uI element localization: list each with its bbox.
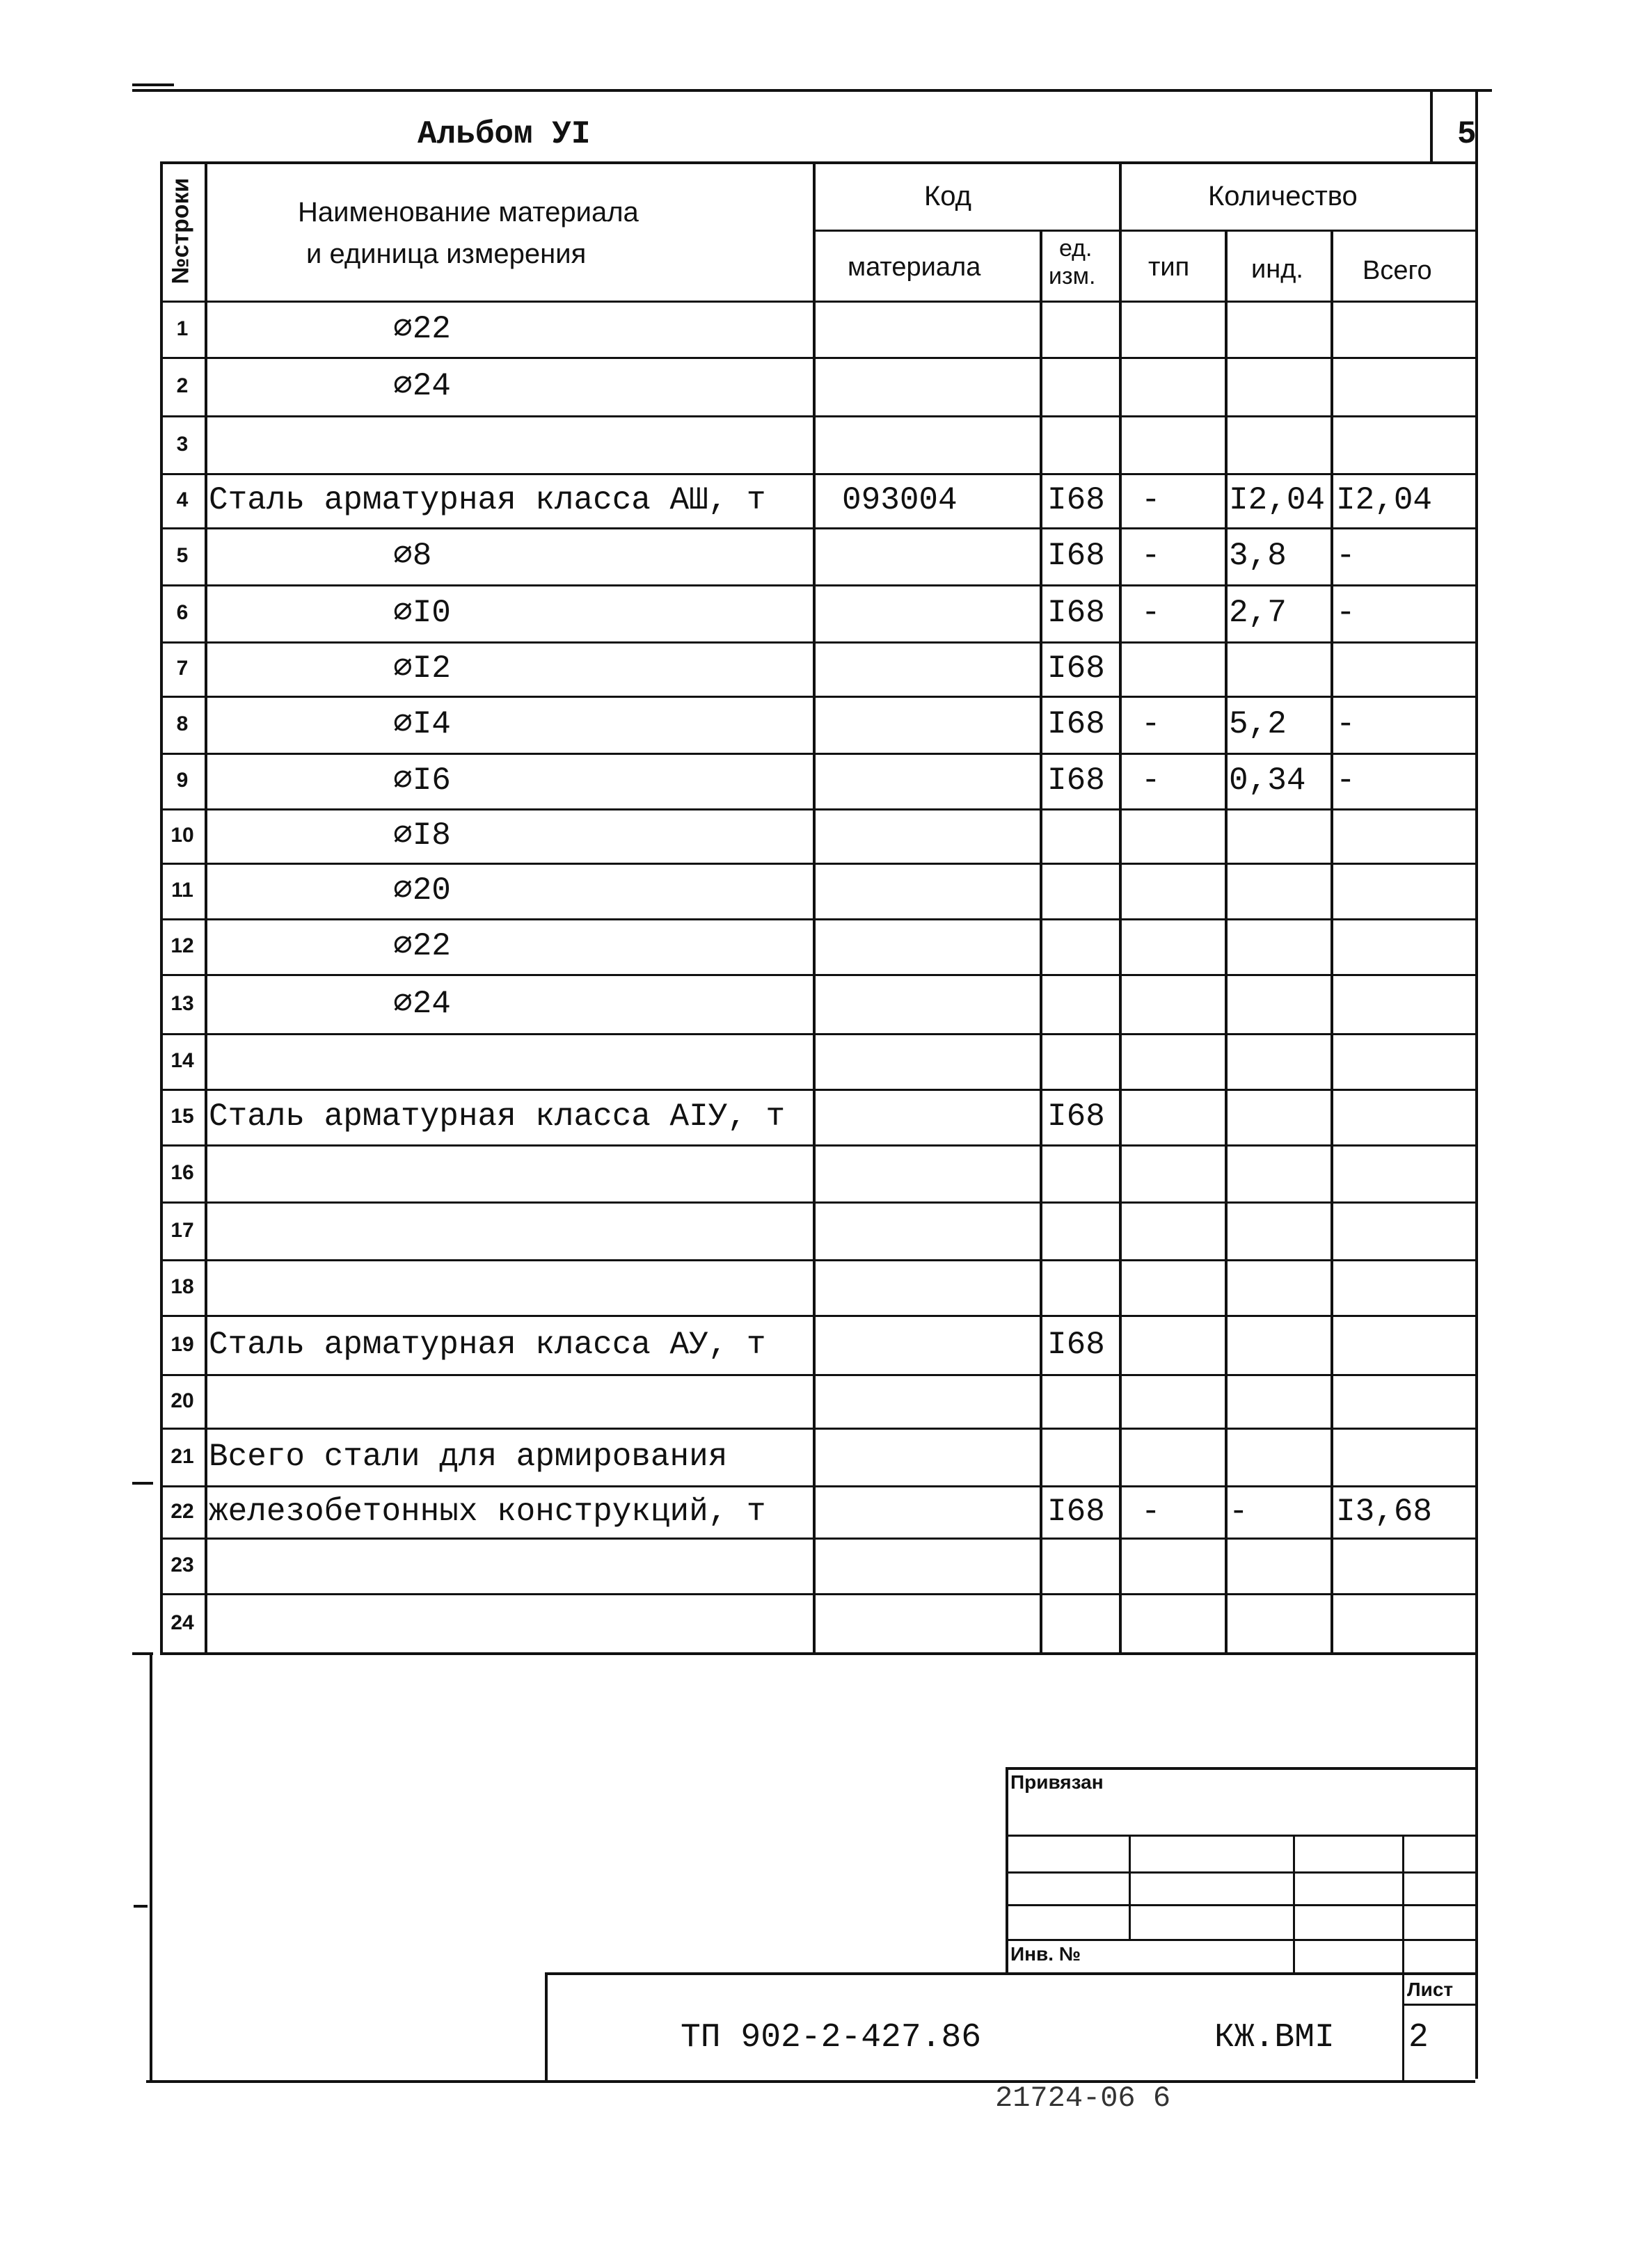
unit-col-line [1119,161,1122,1652]
row-line [160,415,1475,417]
row-number-cell: 4 [176,488,189,511]
material-name-cell: ⌀I2 [393,650,451,687]
ind-col-line [1331,230,1333,1652]
qty-ind-cell: 2,7 [1229,595,1287,631]
row-line [160,641,1475,644]
album-title: Альбом УI [418,116,591,152]
material-name-cell: Сталь арматурная класса АУ, т [209,1326,766,1363]
qty-type-cell: - [1141,1493,1161,1530]
stamp-line-2 [1006,1835,1475,1837]
row-line [160,1538,1475,1540]
table-top-line [160,161,1475,164]
margin-tick-low [132,1652,153,1655]
qty-type-cell: - [1141,538,1161,574]
stamp-left-edge [1006,1767,1008,1972]
material-name-cell: ⌀22 [393,310,451,347]
row-line [160,974,1475,976]
row-number-cell: 15 [170,1105,194,1128]
stamp-top-line [1006,1767,1475,1770]
frame-right-edge [1475,89,1478,2079]
project-code: ТП 902-2-427.86 [681,2019,982,2057]
row-number-cell: 6 [176,601,189,624]
sheet-number: 2 [1408,2019,1429,2057]
unit-code-cell: I68 [1047,650,1105,687]
row-number-cell: 2 [176,374,189,397]
unit-code-cell: I68 [1047,538,1105,574]
qty-total-cell: - [1336,538,1356,574]
unit-code-cell: I68 [1047,595,1105,631]
code-col-line [1040,230,1042,1652]
row-number-cell: 8 [176,712,189,735]
row-line [160,1652,1475,1655]
row-line [160,1428,1475,1430]
unit-code-cell: I68 [1047,482,1105,518]
qty-total-header: Всего [1363,256,1432,285]
row-number-header [160,161,202,301]
qty-ind-cell: - [1229,1493,1248,1530]
row-line [160,918,1475,920]
quantity-group-header: Количество [1208,181,1358,211]
row-number-cell: 12 [170,934,194,957]
material-name-cell: ⌀20 [393,872,451,909]
name-col-line [813,161,816,1652]
row-line [160,808,1475,810]
qty-ind-cell: 5,2 [1229,706,1287,742]
row-number-cell: 14 [170,1049,194,1072]
row-number-cell: 3 [176,432,189,456]
material-name-cell: ⌀24 [393,985,451,1022]
stamp-col-3 [1293,1835,1295,1972]
title-box-top-line [545,1972,1475,1975]
unit-code-cell: I68 [1047,1493,1105,1530]
stamp-line-3 [1006,1871,1475,1874]
title-box-left-edge [545,1972,548,2080]
row-number-header-label: №строки [167,177,194,285]
unit-header-line1: ед. [1059,235,1093,262]
type-col-line [1225,230,1228,1652]
stamp-col-2 [1129,1835,1131,1939]
qty-total-cell: - [1336,595,1356,631]
material-code-cell: 093004 [842,482,958,518]
name-header-line1: Наименование материала [298,197,639,227]
qty-ind-cell: I2,04 [1229,482,1326,518]
material-name-cell: железобетонных конструкций, т [209,1493,766,1530]
qty-type-cell: - [1141,762,1161,799]
row-number-col-line [205,161,207,1652]
row-number-cell: 7 [176,657,189,680]
material-name-cell: ⌀24 [393,368,451,404]
material-name-cell: Всего стали для армирования [209,1438,728,1475]
unit-code-cell: I68 [1047,762,1105,799]
margin-tick-top [132,83,174,86]
frame-bottom-line [146,2080,1475,2083]
row-number-cell: 19 [170,1332,194,1356]
row-number-cell: 5 [176,544,189,567]
row-line [160,1485,1475,1487]
page-number-box-left [1430,89,1433,161]
unit-code-cell: I68 [1047,1326,1105,1363]
row-number-cell: 1 [176,317,189,340]
code-group-header: Код [924,181,972,211]
row-line [160,527,1475,529]
row-line [160,1033,1475,1035]
qty-type-header: тип [1148,253,1190,282]
sheet-label: Лист [1407,1979,1454,2000]
qty-total-cell: - [1336,762,1356,799]
qty-type-cell: - [1141,482,1161,518]
row-number-cell: 16 [170,1161,194,1184]
row-number-cell: 20 [170,1389,194,1412]
qty-total-cell: I2,04 [1336,482,1433,518]
archive-note: 21724-06 6 [995,2082,1171,2115]
row-line [160,301,1475,303]
name-header-line2: и единица измерения [306,239,587,269]
row-line [160,696,1475,698]
row-line [160,1315,1475,1317]
qty-ind-cell: 3,8 [1229,538,1287,574]
row-number-cell: 23 [170,1554,194,1576]
row-line [160,584,1475,586]
row-line [160,1593,1475,1595]
row-number-cell: 9 [176,769,189,792]
row-line [160,1259,1475,1261]
page-number: 5 [1457,116,1477,152]
material-name-cell: ⌀I6 [393,762,451,799]
frame-top-line [132,89,1492,92]
margin-tick-stamp [134,1905,148,1908]
privyazan-label: Привязан [1010,1771,1104,1793]
row-line [160,1374,1475,1376]
row-number-cell: 22 [170,1499,194,1523]
row-number-cell: 21 [170,1444,194,1468]
inv-no-label: Инв. № [1010,1943,1081,1965]
material-name-cell: ⌀22 [393,928,451,964]
row-number-cell: 10 [170,824,194,847]
row-number-cell: 13 [170,991,194,1015]
row-line [160,1201,1475,1204]
qty-ind-header: инд. [1251,255,1303,284]
material-name-cell: ⌀I0 [393,595,451,631]
stamp-col-4 [1402,1835,1404,2080]
material-name-cell: Сталь арматурная класса АШ, т [209,482,766,518]
row-line [160,473,1475,475]
frame-left-edge [150,1652,152,2080]
code-material-header: материала [848,253,981,282]
unit-code-cell: I68 [1047,706,1105,742]
row-number-cell: 24 [170,1611,194,1634]
qty-total-cell: - [1336,706,1356,742]
row-line [160,1089,1475,1091]
material-name-cell: ⌀I4 [393,706,451,742]
header-mid-line [813,230,1475,232]
material-name-cell: ⌀8 [393,538,432,574]
stamp-line-5 [1006,1939,1475,1941]
material-name-cell: ⌀I8 [393,817,451,854]
row-line [160,1144,1475,1147]
unit-code-cell: I68 [1047,1099,1105,1135]
qty-total-cell: I3,68 [1336,1493,1433,1530]
row-number-cell: 18 [170,1275,194,1298]
row-number-cell: 11 [171,879,193,902]
document-code: КЖ.ВМI [1214,2019,1335,2057]
qty-type-cell: - [1141,706,1161,742]
stamp-line-4 [1006,1904,1475,1906]
margin-tick-mid [132,1482,153,1485]
row-line [160,357,1475,359]
row-number-cell: 17 [170,1218,194,1242]
qty-ind-cell: 0,34 [1229,762,1306,799]
sheet-label-line [1402,2004,1475,2006]
material-name-cell: Сталь арматурная класса АIУ, т [209,1099,786,1135]
unit-header-line2: изм. [1049,263,1096,289]
qty-type-cell: - [1141,595,1161,631]
row-line [160,863,1475,865]
row-line [160,753,1475,755]
